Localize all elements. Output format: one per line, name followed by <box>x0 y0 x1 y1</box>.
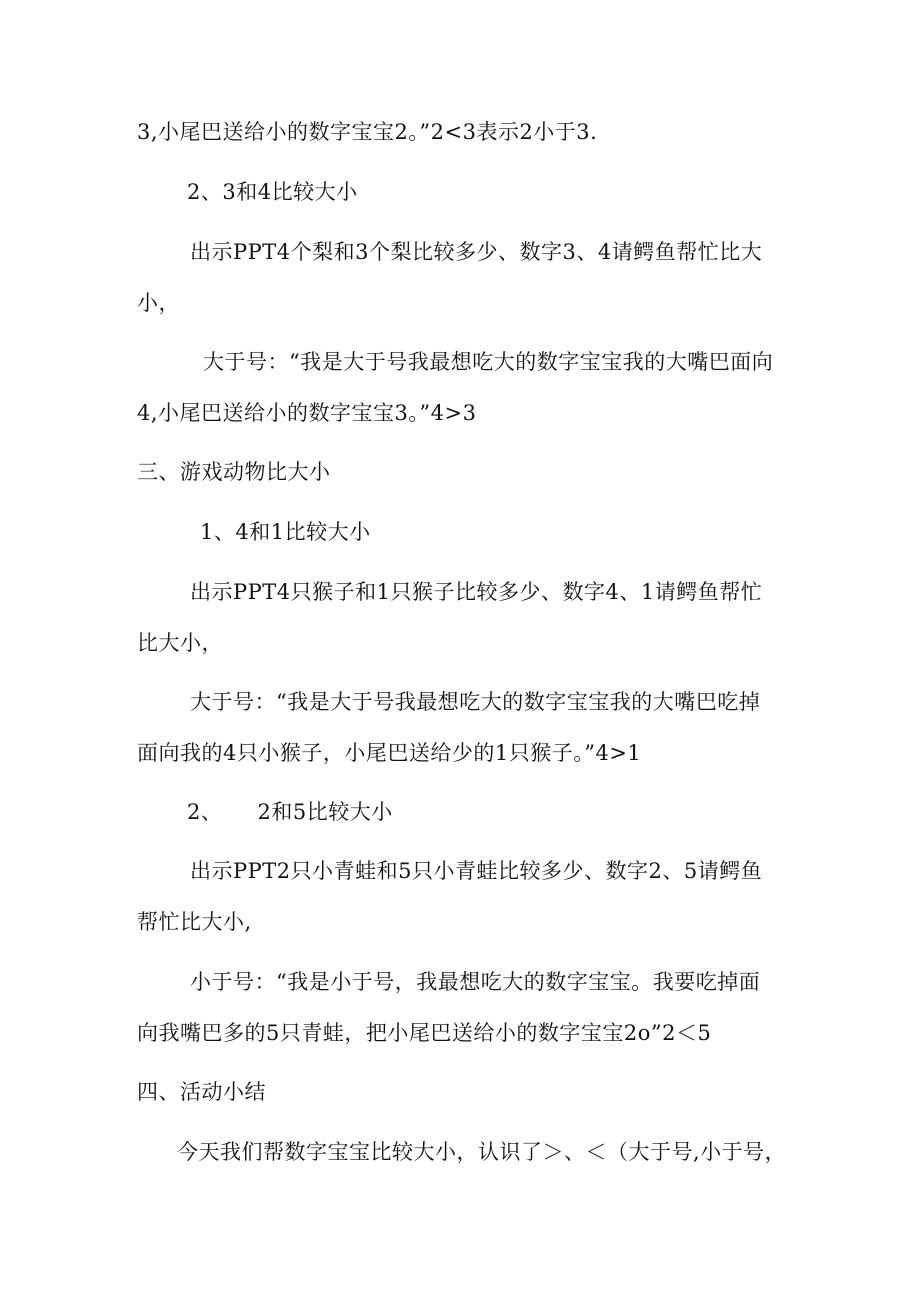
paragraph-line: 小于号：“我是小于号，我最想吃大的数字宝宝。我要吃掉面 <box>190 970 761 994</box>
paragraph-line: 大于号：“我是大于号我最想吃大的数字宝宝我的大嘴巴面向 <box>203 350 774 374</box>
paragraph-line: 帮忙比大小, <box>137 910 252 934</box>
paragraph-line: 大于号：“我是大于号我最想吃大的数字宝宝我的大嘴巴吃掉 <box>190 690 761 714</box>
paragraph-line: 小， <box>137 291 180 315</box>
paragraph-line: 出示PPT4个梨和3个梨比较多少、数字3、4请鳄鱼帮忙比大 <box>190 240 763 264</box>
paragraph-line: 3,小尾巴送给小的数字宝宝2。”2<3表示2小于3. <box>137 120 598 144</box>
section-heading: 1、4和1比较大小 <box>200 520 371 544</box>
section-heading: 2、 2和5比较大小 <box>187 800 393 824</box>
paragraph-line: 比大小， <box>137 631 223 655</box>
paragraph-line: 今天我们帮数字宝宝比较大小，认识了＞、＜（大于号,小于号， <box>177 1140 787 1164</box>
paragraph-line: 面向我的4只小猴子，小尾巴送给少的1只猴子。”4>1 <box>137 741 642 765</box>
section-heading: 三、游戏动物比大小 <box>137 460 331 484</box>
paragraph-line: 出示PPT4只猴子和1只猴子比较多少、数字4、1请鳄鱼帮忙 <box>190 580 763 604</box>
paragraph-line: 向我嘴巴多的5只青蛙，把小尾巴送给小的数字宝宝2o”2＜5 <box>137 1021 712 1045</box>
paragraph-line: 4,小尾巴送给小的数字宝宝3。”4>3 <box>137 401 477 425</box>
section-heading: 四、活动小结 <box>137 1080 266 1104</box>
section-heading: 2、3和4比较大小 <box>187 180 358 204</box>
paragraph-line: 出示PPT2只小青蛙和5只小青蛙比较多少、数字2、5请鳄鱼 <box>190 859 763 883</box>
